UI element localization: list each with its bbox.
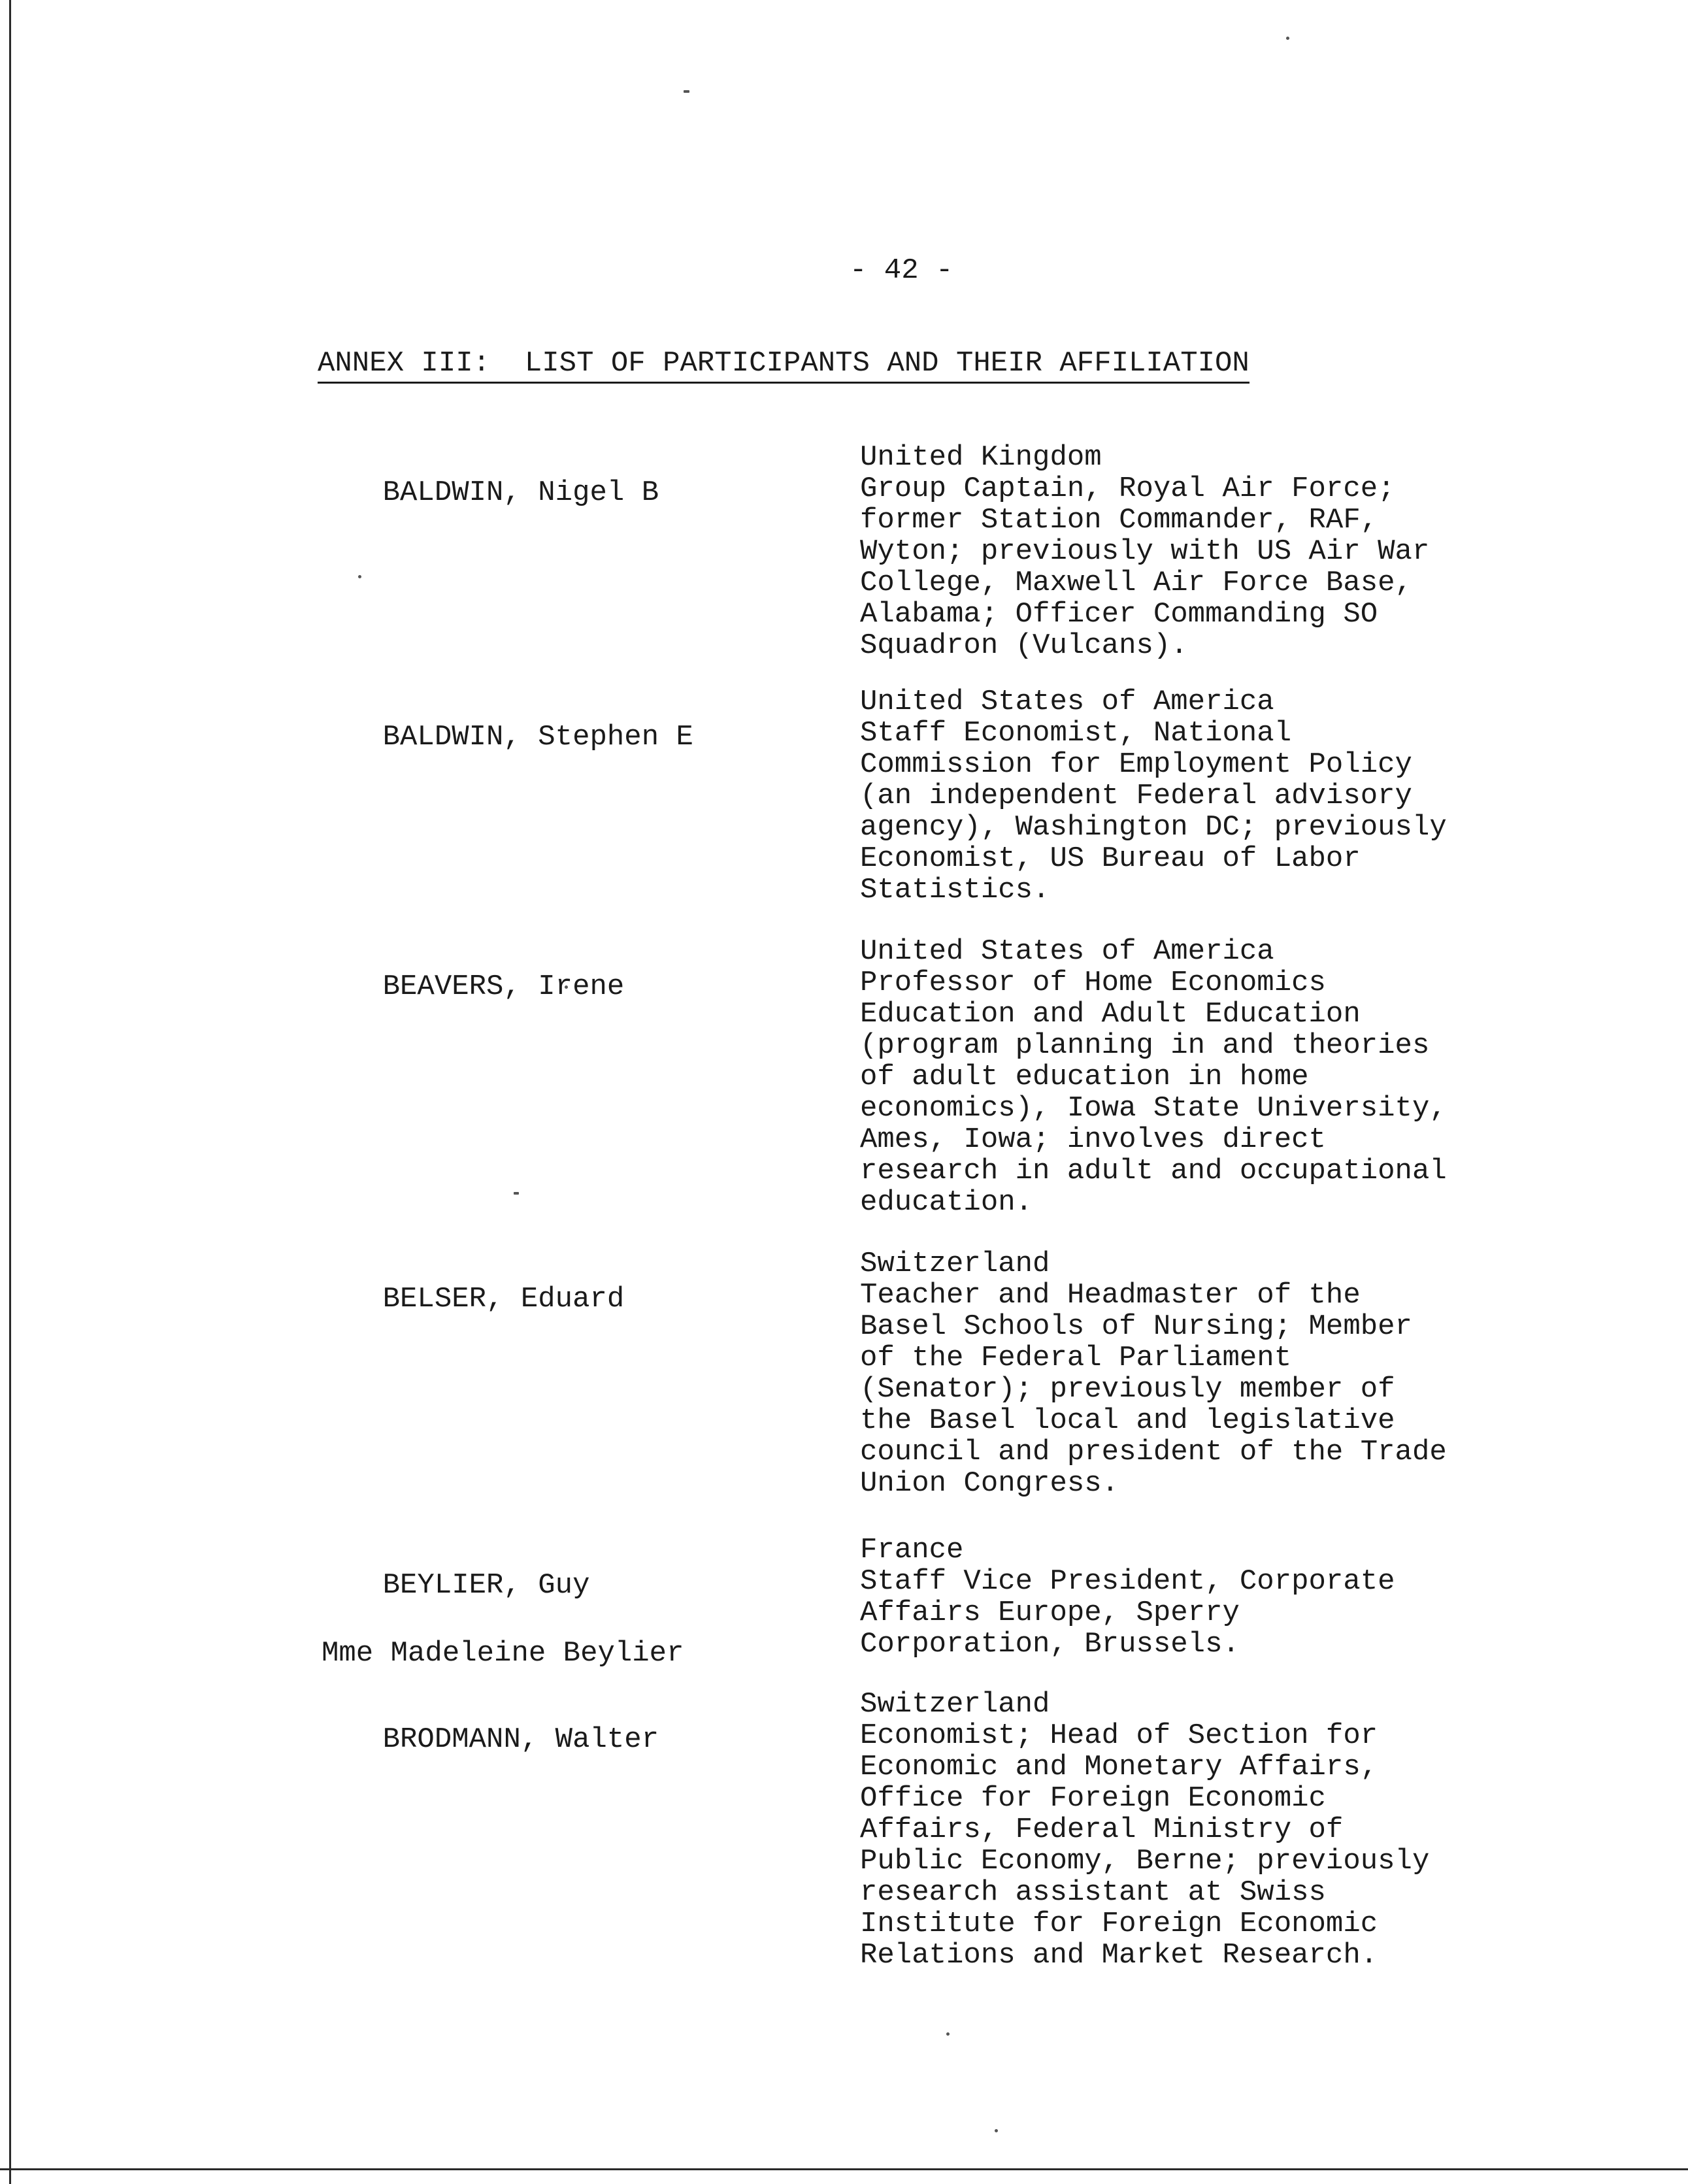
scan-speck bbox=[358, 575, 361, 578]
participant-name-block bbox=[314, 686, 693, 788]
scan-speck bbox=[946, 2032, 950, 2036]
participant-description: Economist; Head of Section for Economic and Monetary Affairs, Office for Foreign Economic Affairs, Federal Ministry of Public Economy, Berne; previously research assistant at Swiss Institute for Foreign Economic Relations and Market Research. bbox=[860, 1719, 1430, 1972]
participant-affiliation bbox=[860, 442, 1540, 661]
participant-country: United States of America bbox=[860, 686, 1274, 718]
participant-name-block bbox=[314, 1248, 624, 1350]
participant-description: Staff Vice President, Corporate Affairs Europe, Sperry Corporation, Brussels. bbox=[860, 1565, 1395, 1661]
participant-country: France bbox=[860, 1534, 964, 1566]
participant-name-block bbox=[314, 1689, 659, 1791]
participant-name: BALDWIN, Stephen E bbox=[382, 721, 693, 753]
participant-spouse: Mme Madeleine Beylier bbox=[322, 1637, 684, 1670]
participant-description: Staff Economist, National Commission for Employment Policy (an independent Federal advisory agency), Washington DC; previously Economist, US Bureau of Labor Statistics. bbox=[860, 717, 1447, 906]
participant-affiliation bbox=[860, 1534, 1540, 1660]
participant-name: BEAVERS, Irene bbox=[382, 970, 625, 1003]
scan-speck bbox=[684, 90, 689, 93]
scan-speck bbox=[1286, 37, 1289, 40]
scan-border-bottom bbox=[0, 2168, 1688, 2170]
annex-title: ANNEX III: LIST OF PARTICIPANTS AND THEIR AFFILIATION bbox=[318, 346, 1249, 384]
participant-affiliation bbox=[860, 686, 1540, 906]
participant-name-block bbox=[314, 442, 659, 544]
participant-name: BEYLIER, Guy bbox=[382, 1569, 590, 1602]
participant-affiliation bbox=[860, 936, 1540, 1218]
participant-name: BRODMANN, Walter bbox=[382, 1723, 659, 1756]
participant-affiliation bbox=[860, 1689, 1540, 1971]
participant-name: BELSER, Eduard bbox=[382, 1283, 625, 1315]
participant-affiliation bbox=[860, 1248, 1540, 1499]
scan-speck bbox=[514, 1192, 519, 1195]
participant-description: Teacher and Headmaster of the Basel Schools of Nursing; Member of the Federal Parliament (Senator); previously member of the Basel local and legislative council and president of the Trade Union Congress. bbox=[860, 1279, 1447, 1500]
participant-name-block bbox=[314, 936, 624, 1038]
scan-speck bbox=[995, 2129, 998, 2132]
participant-country: United Kingdom bbox=[860, 441, 1102, 474]
participant-name: BALDWIN, Nigel B bbox=[382, 476, 659, 509]
participant-description: Group Captain, Royal Air Force; former Station Commander, RAF, Wyton; previously with US Air War College, Maxwell Air Force Base, Alabama; Officer Commanding SO Squadron (Vulcans). bbox=[860, 472, 1430, 662]
participant-country: Switzerland bbox=[860, 1688, 1050, 1721]
participant-country: United States of America bbox=[860, 935, 1274, 968]
participant-country: Switzerland bbox=[860, 1248, 1050, 1280]
page-number: - 42 - bbox=[850, 254, 953, 287]
scan-border-left bbox=[9, 0, 11, 2184]
participant-description: Professor of Home Economics Education and Adult Education (program planning in and theories of adult education in home economics), Iowa State University, Ames, Iowa; involves direct research in adult and occupational education. bbox=[860, 967, 1447, 1219]
